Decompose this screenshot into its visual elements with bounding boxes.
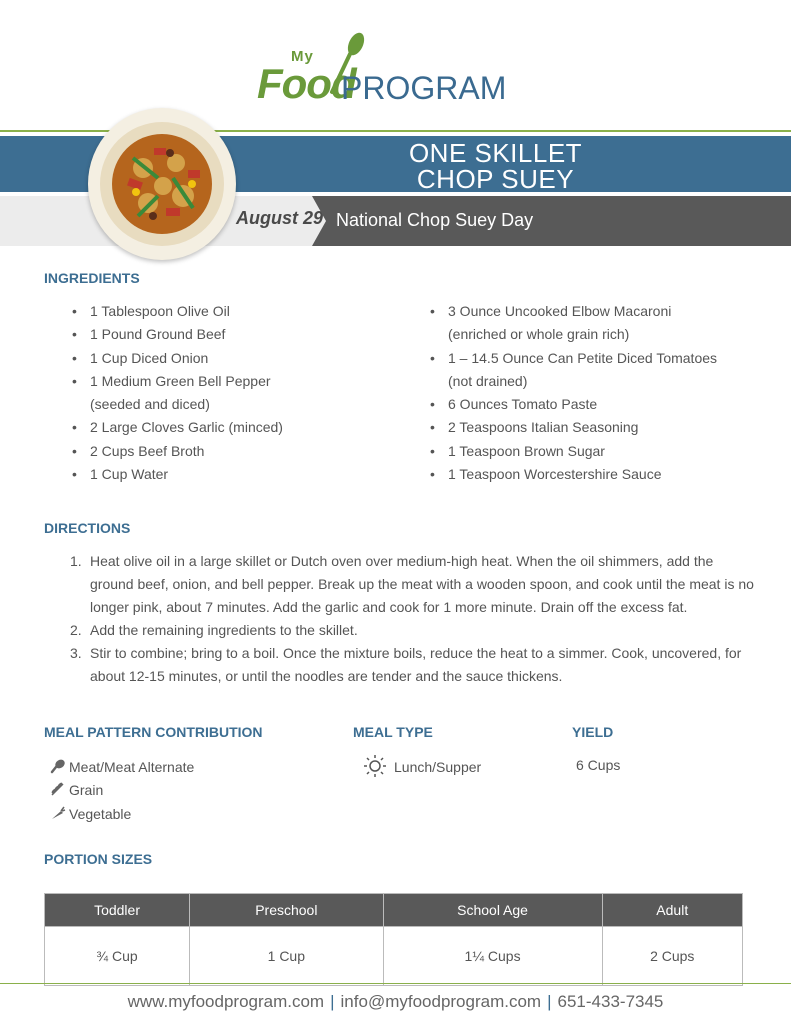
list-item: • 1 – 14.5 Ounce Can Petite Diced Tomatoes <box>418 347 758 370</box>
list-item: • 2 Teaspoons Italian Seasoning <box>418 416 758 439</box>
table-cell: 1 Cup <box>190 927 384 986</box>
carrot-icon <box>50 805 66 821</box>
meal-pattern-heading: MEAL PATTERN CONTRIBUTION <box>44 724 263 740</box>
meal-pattern-label: Grain <box>69 782 104 798</box>
meal-pattern-label: Vegetable <box>69 806 132 822</box>
ingredients-heading: INGREDIENTS <box>44 270 140 286</box>
list-item: • 2 Cups Beef Broth <box>60 440 390 463</box>
meal-pattern-meat <box>50 758 194 775</box>
list-item: • 1 Medium Green Bell Pepper <box>60 370 390 393</box>
title-line-2: CHOP SUEY <box>416 164 575 194</box>
direction-text: Add the remaining ingredients to the skillet. <box>90 622 358 638</box>
recipe-photo <box>88 108 236 260</box>
logo-my: My <box>291 48 314 65</box>
footer-phone[interactable]: 651-433-7345 <box>557 992 664 1011</box>
list-item: • 1 Pound Ground Beef <box>60 323 390 346</box>
table-row <box>45 927 743 986</box>
footer-divider <box>0 983 791 984</box>
list-item: • 1 Tablespoon Olive Oil <box>60 300 390 323</box>
recipe-date: August 29 <box>236 208 324 228</box>
meal-pattern-grain <box>50 781 103 798</box>
column-header: School Age <box>383 894 602 927</box>
directions-heading: DIRECTIONS <box>44 520 131 536</box>
footer-email[interactable]: info@myfoodprogram.com <box>340 992 542 1011</box>
footer-separator: | <box>547 992 552 1011</box>
list-item: • 6 Ounces Tomato Paste <box>418 393 758 416</box>
occasion-name: National Chop Suey Day <box>336 210 534 230</box>
list-item: • 1 Cup Water <box>60 463 390 486</box>
list-item-continuation: (not drained) <box>448 372 528 389</box>
directions-list <box>44 550 756 688</box>
logo-program: PROGRAM <box>341 70 507 106</box>
portion-sizes-heading: PORTION SIZES <box>44 851 153 867</box>
list-item-continuation: (enriched or whole grain rich) <box>448 326 630 343</box>
list-item-continuation: (seeded and diced) <box>90 396 210 413</box>
footer <box>0 992 791 1012</box>
meal-type-value <box>362 754 481 778</box>
ingredients-list-left <box>60 300 390 486</box>
column-header: Toddler <box>45 894 190 927</box>
title-line-1: ONE SKILLET <box>408 138 583 168</box>
logo-food: Food <box>257 60 356 107</box>
meal-type-label: Lunch/Supper <box>394 759 482 775</box>
meal-type-heading: MEAL TYPE <box>353 724 433 740</box>
drumstick-icon <box>50 758 66 774</box>
column-header: Adult <box>602 894 742 927</box>
direction-step: 1. Heat olive oil in a large skillet or Dutch oven over medium-high heat. When the oil shimmers, add the ground beef, onion, and bell pepper. Break up the meat with a wooden spoon, and cook until the meat is no longer pink, about 7 minutes. Add the garlic and cook for 1 more minute. Drain off the excess fat. <box>70 553 754 615</box>
meal-pattern-vegetable <box>50 805 131 822</box>
table-cell: 1¼ Cups <box>383 927 602 986</box>
column-header: Preschool <box>190 894 384 927</box>
list-item: • 1 Cup Diced Onion <box>60 347 390 370</box>
wheat-icon <box>50 781 66 797</box>
ingredients-list-right <box>418 300 758 486</box>
table-header-row <box>45 894 743 927</box>
yield-heading: YIELD <box>572 724 614 740</box>
portion-table <box>44 893 743 986</box>
brand-logo <box>255 22 545 112</box>
list-item: • 1 Teaspoon Worcestershire Sauce <box>418 463 758 486</box>
table-cell: ¾ Cup <box>45 927 190 986</box>
direction-step: 2. Add the remaining ingredients to the skillet. <box>70 622 358 638</box>
yield-value: 6 Cups <box>576 757 621 773</box>
sun-icon <box>362 754 388 778</box>
list-item: • 3 Ounce Uncooked Elbow Macaroni <box>418 300 758 323</box>
footer-website[interactable]: www.myfoodprogram.com <box>127 992 325 1011</box>
direction-step: 3. Stir to combine; bring to a boil. Once the mixture boils, reduce the heat to a simmer. Cook, uncovered, for about 12-15 minutes, or until the noodles are tender and the sauce thickens. <box>70 645 742 684</box>
table-cell: 2 Cups <box>602 927 742 986</box>
list-item: • 1 Teaspoon Brown Sugar <box>418 440 758 463</box>
direction-text: Heat olive oil in a large skillet or Dutch oven over medium-high heat. When the oil shimmers, add the ground beef, onion, and bell pepper. Break up the meat with a wooden spoon, and cook until the meat is no longer pink, about 7 minutes. Add the garlic and cook for 1 more minute. Drain off the excess fat. <box>90 553 754 615</box>
recipe-title <box>250 140 741 192</box>
footer-separator: | <box>330 992 335 1011</box>
list-item: • 2 Large Cloves Garlic (minced) <box>60 416 390 439</box>
direction-text: Stir to combine; bring to a boil. Once the mixture boils, reduce the heat to a simmer. Cook, uncovered, for about 12-15 minutes, or until the noodles are tender and the sauce thickens. <box>90 645 742 684</box>
meal-pattern-label: Meat/Meat Alternate <box>69 759 195 775</box>
